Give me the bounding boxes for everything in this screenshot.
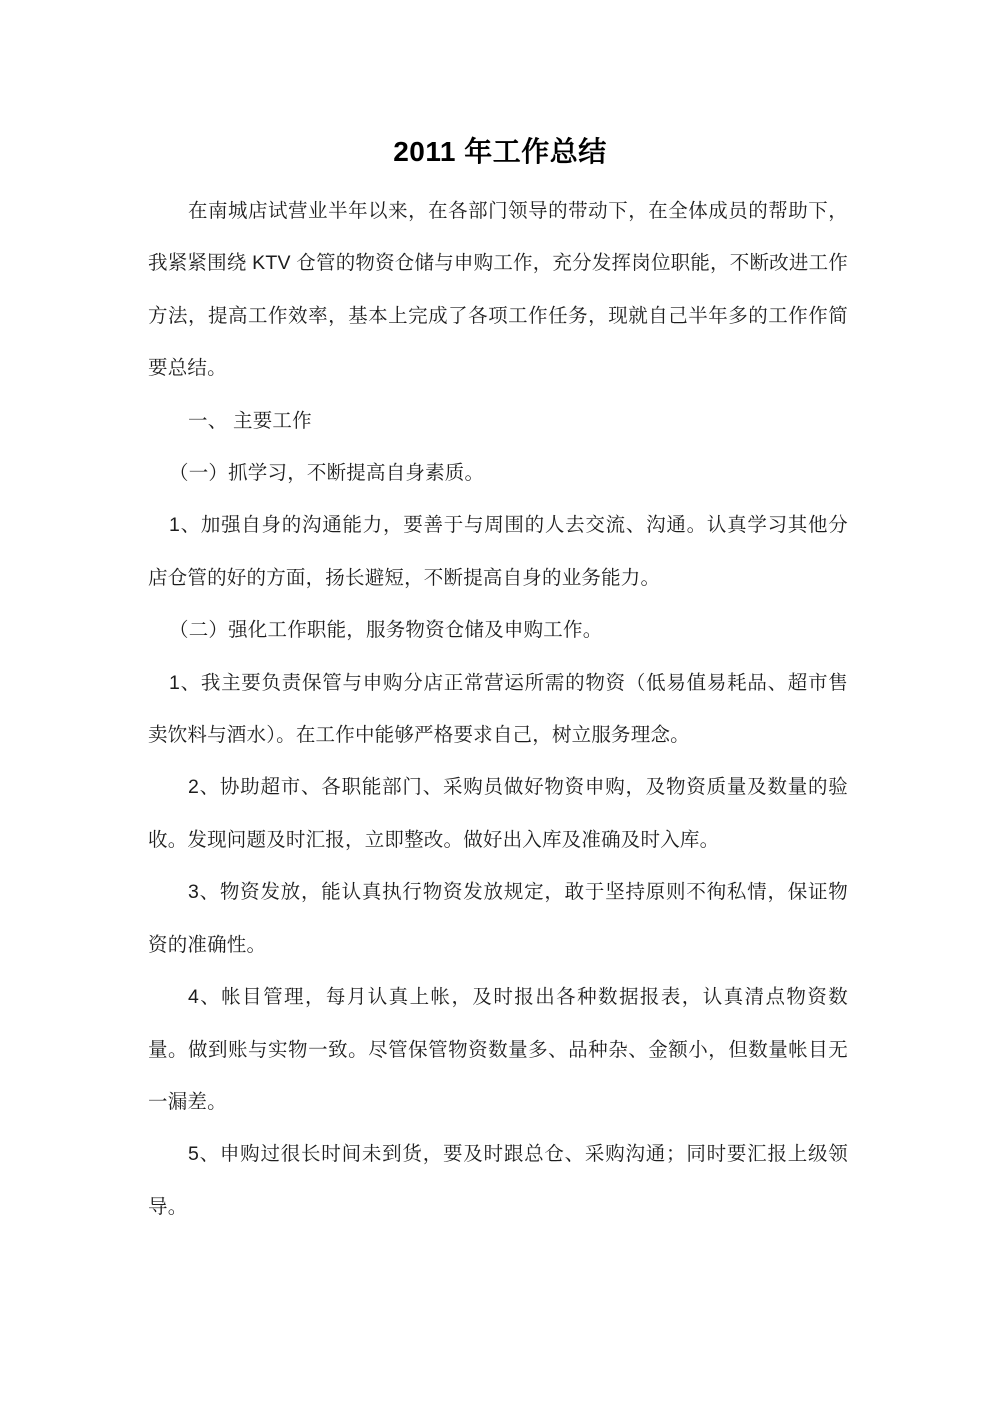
paragraph-item-1-2-3: 3、物资发放，能认真执行物资发放规定，敢于坚持原则不徇私情，保证物资的准确性。 [148,881,848,956]
page-title: 2011 年工作总结 [393,136,607,167]
paragraph-subheading-1-1: （一）抓学习，不断提高自身素质。 [169,462,485,485]
paragraph-item-1-2-4: 4、帐目管理，每月认真上帐，及时报出各种数据报表，认真清点物资数量。做到账与实物一致。尽管保管物资数量多、品种杂、金额小，但数量帐目无一漏差。 [148,986,848,1113]
paragraph-item-1-2-2: 2、协助超市、各职能部门、采购员做好物资申购，及物资质量及数量的验收。发现问题及时汇报，立即整改。做好出入库及准确及时入库。 [148,776,848,851]
paragraph-item-1-1-1: 1、加强自身的沟通能力，要善于与周围的人去交流、沟通。认真学习其他分店仓管的好的方面，扬长避短，不断提高自身的业务能力。 [148,514,848,589]
paragraph-item-1-2-5: 5、申购过很长时间未到货，要及时跟总仓、采购沟通；同时要汇报上级领导。 [148,1143,848,1218]
paragraph-intro: 在南城店试营业半年以来，在各部门领导的带动下，在全体成员的帮助下，我紧紧围绕 KTV 仓管的物资仓储与申购工作，充分发挥岗位职能，不断改进工作方法，提高工作效率，基本上完成了各项工作任务，现就自己半年多的工作作简要总结。 [148,200,848,380]
paragraph-item-1-2-1: 1、我主要负责保管与申购分店正常营运所需的物资（低易值易耗品、超市售卖饮料与酒水）。在工作中能够严格要求自己，树立服务理念。 [148,671,848,747]
document-body [148,185,848,1233]
paragraph-heading-1: 一、 主要工作 [188,409,312,432]
paragraph-subheading-1-2: （二）强化工作职能，服务物资仓储及申购工作。 [169,619,603,642]
